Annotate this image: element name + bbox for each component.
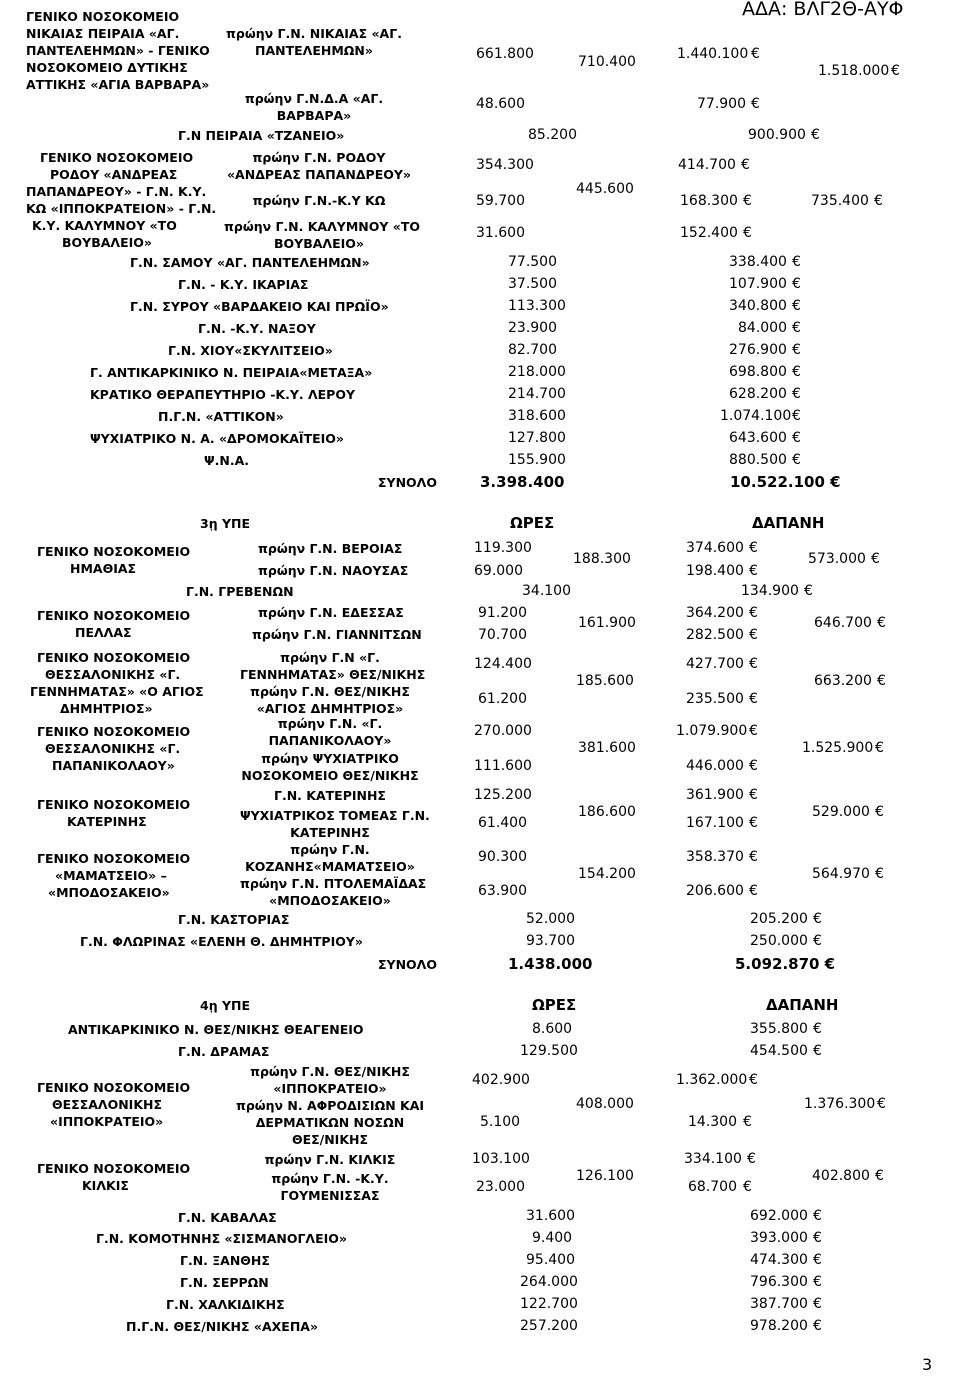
document-text: Π.Γ.Ν. «ΑΤΤΙΚΟΝ» — [158, 409, 284, 424]
document-text: ΠΕΛΛΑΣ — [75, 625, 132, 640]
document-text: 318.600 — [508, 408, 566, 424]
document-text: 454.500 — [750, 1043, 808, 1059]
document-text: 1.438.000 — [508, 955, 593, 973]
document-text: Γ.Ν. - Κ.Υ. ΙΚΑΡΙΑΣ — [178, 277, 309, 292]
document-text: 387.700 — [750, 1296, 808, 1312]
document-text: 276.900 — [729, 342, 787, 358]
document-text: € — [743, 225, 752, 241]
document-text: 85.200 — [528, 127, 577, 143]
document-text: € — [875, 866, 884, 882]
document-text: € — [875, 804, 884, 820]
document-text: πρώην Γ.Ν «Γ. — [280, 650, 380, 665]
document-text: 188.300 — [573, 551, 631, 567]
document-text: πρώην Γ.Ν. «Γ. — [277, 716, 383, 731]
document-text: 10.522.100 € — [730, 473, 841, 491]
document-text: 59.700 — [476, 193, 525, 209]
document-text: 354.300 — [476, 157, 534, 173]
document-text: Γ.Ν. ΣΑΜΟΥ «ΑΓ. ΠΑΝΤΕΛΕΗΜΩΝ» — [130, 255, 370, 270]
document-text: Γ.Ν. ΓΡΕΒΕΝΩΝ — [186, 584, 294, 599]
document-text: ΘΕΣ/ΝΙΚΗΣ — [291, 1132, 369, 1147]
document-text: € — [749, 787, 758, 803]
document-text: ΠΑΠΑΝΙΚΟΛΑΟΥ» — [268, 733, 392, 748]
document-text: πρώην Γ.Ν. ΠΤΟΛΕΜΑΪΔΑΣ — [240, 876, 427, 891]
document-text: πρώην Ν. ΑΦΡΟΔΙΣΙΩΝ ΚΑΙ — [235, 1098, 425, 1113]
document-text: Κ.Υ. ΚΑΛΥΜΝΟΥ «ΤΟ — [32, 218, 177, 233]
document-text: 250.000 — [750, 933, 808, 949]
document-text: 69.000 — [474, 563, 523, 579]
document-text: 185.600 — [576, 673, 634, 689]
document-text: ΝΙΚΑΙΑΣ ΠΕΙΡΑΙΑ «ΑΓ. — [26, 26, 180, 41]
document-text: ΓΕΝΙΚΟ ΝΟΣΟΚΟΜΕΙΟ — [40, 150, 194, 165]
document-text: Γ.Ν. ΧΙΟΥ«ΣΚΥΛΙΤΣΕΙΟ» — [168, 343, 333, 358]
document-text: 5.092.870 € — [735, 955, 836, 973]
document-text: «ΜΠΟΔΟΣΑΚΕΙΟ» — [48, 885, 170, 900]
document-text: € — [741, 157, 750, 173]
document-text: 8.600 — [532, 1021, 573, 1037]
document-text: ΒΑΡΒΑΡΑ» — [276, 108, 352, 123]
document-text: € — [749, 540, 758, 556]
document-text: 111.600 — [474, 758, 532, 774]
document-text: € — [747, 1151, 756, 1167]
document-text: € — [749, 758, 758, 774]
document-text: πρώην Γ.Ν. -Κ.Υ. — [271, 1171, 389, 1186]
document-text: 1.079.900 — [676, 723, 748, 739]
document-text: «ΙΠΠΟΚΡΑΤΕΙΟ» — [273, 1081, 387, 1096]
document-text: € — [792, 298, 801, 314]
document-text: Γ. ΑΝΤΙΚΑΡΚΙΝΙΚΟ Ν. ΠΕΙΡΑΙΑ«ΜΕΤΑΞΑ» — [90, 365, 373, 380]
document-text: ΓΕΝΙΚΟ ΝΟΣΟΚΟΜΕΙΟ — [37, 724, 191, 739]
document-text: 70.700 — [478, 627, 527, 643]
document-text: πρώην Γ.Ν. ΒΕΡΟΙΑΣ — [258, 541, 403, 556]
document-text: ΑΤΤΙΚΗΣ «ΑΓΙΑ ΒΑΡΒΑΡΑ» — [26, 77, 210, 92]
document-text: € — [792, 254, 801, 270]
document-text: 264.000 — [520, 1274, 578, 1290]
document-text: ΠΑΠΑΝΔΡΕΟΥ» - Γ.Ν. Κ.Υ. — [26, 184, 207, 199]
document-text: 152.400 — [680, 225, 738, 241]
document-text: πρώην Γ.Ν. ΘΕΣ/ΝΙΚΗΣ — [250, 1064, 410, 1079]
document-text: € — [792, 430, 801, 446]
document-text: 82.700 — [508, 342, 557, 358]
document-text: Π.Γ.Ν. ΘΕΣ/ΝΙΚΗΣ «ΑΧΕΠΑ» — [126, 1319, 319, 1334]
document-text: 880.500 — [729, 452, 787, 468]
document-text: ΓΕΝΙΚΟ ΝΟΣΟΚΟΜΕΙΟ — [37, 851, 191, 866]
document-text: 93.700 — [526, 933, 575, 949]
document-text: 646.700 — [814, 615, 872, 631]
document-text: ΚΟΖΑΝΗΣ«ΜΑΜΑΤΣΕΙΟ» — [245, 859, 415, 874]
document-text: € — [891, 63, 900, 79]
document-text: Γ.Ν. ΔΡΑΜΑΣ — [178, 1044, 270, 1059]
document-text: ΚΑΤΕΡΙΝΗΣ — [290, 825, 370, 840]
document-text: 900.900 — [748, 127, 806, 143]
document-text: € — [804, 583, 813, 599]
document-text: € — [751, 46, 760, 62]
document-text: € — [792, 386, 801, 402]
document-text: 113.300 — [508, 298, 566, 314]
document-text: 31.600 — [476, 225, 525, 241]
document-text: 61.200 — [478, 691, 527, 707]
document-text: πρώην Γ.Ν. ΝΑΟΥΣΑΣ — [258, 563, 409, 578]
document-text: Γ.Ν. ΚΟΜΟΤΗΝΗΣ «ΣΙΣΜΑΝΟΓΛΕΙΟ» — [96, 1231, 347, 1246]
document-text: Γ.Ν. ΚΑΣΤΟΡΙΑΣ — [178, 912, 290, 927]
document-text: € — [749, 723, 758, 739]
document-text: € — [813, 1021, 822, 1037]
document-text: πρώην Γ.Ν. ΓΙΑΝΝΙΤΣΩΝ — [252, 627, 422, 642]
document-text: € — [877, 673, 886, 689]
document-text: ΘΕΣΣΑΛΟΝΙΚΗΣ «Γ. — [45, 667, 181, 682]
document-text: 564.970 — [812, 866, 870, 882]
document-text: 1.440.100 — [677, 46, 749, 62]
document-text: 4ῃ ΥΠΕ — [200, 998, 250, 1013]
document-text: πρώην Γ.Ν. — [290, 842, 370, 857]
document-text: ΩΡΕΣ — [510, 514, 555, 532]
document-text: Γ.Ν. ΞΑΝΘΗΣ — [180, 1253, 270, 1268]
document-text: ΩΡΕΣ — [532, 996, 577, 1014]
document-text: 710.400 — [578, 54, 636, 70]
document-text: € — [792, 320, 801, 336]
document-text: Γ.Ν. ΦΛΩΡΙΝΑΣ «ΕΛΕΝΗ Θ. ΔΗΜΗΤΡΙΟΥ» — [80, 934, 363, 949]
document-text: ΑΝΤΙΚΑΡΚΙΝΙΚΟ Ν. ΘΕΣ/ΝΙΚΗΣ ΘΕΑΓΕΝΕΙΟ — [68, 1022, 364, 1037]
document-text: 529.000 — [812, 804, 870, 820]
document-text: «ΜΑΜΑΤΣΕΙΟ» – — [55, 868, 167, 883]
document-text: «ΜΠΟΔΟΣΑΚΕΙΟ» — [269, 893, 391, 908]
document-text: 978.200 — [750, 1318, 808, 1334]
document-text: πρώην Γ.Ν. ΡΟΔΟΥ — [252, 150, 386, 165]
document-text: ΓΕΝΙΚΟ ΝΟΣΟΚΟΜΕΙΟ — [37, 544, 191, 559]
document-text: πρώην Γ.Ν.Δ.Α «ΑΓ. — [244, 91, 384, 106]
document-text: 124.400 — [474, 656, 532, 672]
document-text: ΓΕΝΙΚΟ ΝΟΣΟΚΟΜΕΙΟ — [37, 650, 191, 665]
document-text: 661.800 — [476, 46, 534, 62]
document-text: € — [813, 933, 822, 949]
document-text: 1.518.000 — [818, 63, 890, 79]
document-text: € — [792, 364, 801, 380]
document-text: € — [749, 605, 758, 621]
document-text: ΓΕΝΙΚΟ ΝΟΣΟΚΟΜΕΙΟ — [37, 1161, 191, 1176]
document-text: 206.600 — [686, 883, 744, 899]
document-text: 282.500 — [686, 627, 744, 643]
document-text: ΔΑΠΑΝΗ — [752, 514, 825, 532]
document-text: 340.800 — [729, 298, 787, 314]
document-text: ΠΑΝΤΕΛΕΗΜΩΝ» - ΓΕΝΙΚΟ — [26, 43, 210, 58]
document-text: 1.376.300 — [804, 1096, 876, 1112]
document-text: 84.000 — [738, 320, 787, 336]
document-text: «ΑΓΙΟΣ ΔΗΜΗΤΡΙΟΣ» — [256, 701, 404, 716]
document-text: 338.400 — [729, 254, 787, 270]
document-text: 119.300 — [474, 540, 532, 556]
document-text: 63.900 — [478, 883, 527, 899]
document-text: 48.600 — [476, 96, 525, 112]
document-text: 129.500 — [520, 1043, 578, 1059]
document-text: ΠΑΝΤΕΛΕΗΜΩΝ» — [255, 43, 373, 58]
document-text: 643.600 — [729, 430, 787, 446]
document-text: € — [811, 127, 820, 143]
document-text: 14.300 — [688, 1114, 737, 1130]
document-text: ΓΕΝΙΚΟ ΝΟΣΟΚΟΜΕΙΟ — [37, 608, 191, 623]
document-text: «ΑΝΔΡΕΑΣ ΠΑΠΑΝΔΡΕΟΥ» — [226, 167, 411, 182]
document-text: 573.000 — [808, 551, 866, 567]
document-text: 52.000 — [526, 911, 575, 927]
document-text: 205.200 — [750, 911, 808, 927]
document-text: € — [749, 849, 758, 865]
document-text: € — [749, 627, 758, 643]
document-text: πρώην Γ.Ν. ΕΔΕΣΣΑΣ — [258, 605, 404, 620]
document-text: € — [813, 1296, 822, 1312]
document-text: ΘΕΣΣΑΛΟΝΙΚΗΣ — [52, 1097, 163, 1112]
document-text: 1.525.900 — [802, 740, 874, 756]
document-text: ΔΗΜΗΤΡΙΟΣ» — [60, 701, 153, 716]
document-text: ΗΜΑΘΙΑΣ — [70, 561, 137, 576]
document-text: 134.900 — [741, 583, 799, 599]
document-text: € — [792, 342, 801, 358]
document-text: πρώην Γ.Ν. ΘΕΣ/ΝΙΚΗΣ — [250, 684, 410, 699]
document-text: 408.000 — [576, 1096, 634, 1112]
document-text: ΓΕΝΝΗΜΑΤΑΣ» ΘΕΣ/ΝΙΚΗΣ — [240, 667, 426, 682]
document-text: ΓΕΝΙΚΟ ΝΟΣΟΚΟΜΕΙΟ — [26, 9, 180, 24]
document-text: 167.100 — [686, 815, 744, 831]
document-text: Γ.Ν ΠΕΙΡΑΙΑ «ΤΖΑΝΕΙΟ» — [178, 128, 345, 143]
document-text: ΒΟΥΒΑΛΕΙΟ» — [274, 236, 364, 251]
document-text: ΣΥΝΟΛΟ — [378, 957, 437, 972]
document-text: € — [749, 691, 758, 707]
document-text: € — [813, 1252, 822, 1268]
document-text: 126.100 — [576, 1168, 634, 1184]
page-number: 3 — [922, 1355, 933, 1374]
document-text: € — [813, 911, 822, 927]
document-text: 361.900 — [686, 787, 744, 803]
document-text: Γ.Ν. ΣΥΡΟΥ «ΒΑΡΔΑΚΕΙΟ ΚΑΙ ΠΡΩΪΟ» — [130, 299, 389, 314]
document-text: 402.900 — [472, 1072, 530, 1088]
document-text: 23.900 — [508, 320, 557, 336]
document-text: Γ.Ν. ΚΑΒΑΛΑΣ — [178, 1210, 277, 1225]
document-text: πρώην Γ.Ν. ΝΙΚΑΙΑΣ «ΑΓ. — [226, 26, 402, 41]
document-text: 698.800 — [729, 364, 787, 380]
document-text: Ψ.Ν.Α. — [204, 453, 250, 468]
document-text: 218.000 — [508, 364, 566, 380]
document-text: 334.100 — [684, 1151, 742, 1167]
document-text: 1.362.000 — [676, 1072, 748, 1088]
document-text: Γ.Ν. ΚΑΤΕΡΙΝΗΣ — [274, 788, 386, 803]
document-text: 9.400 — [532, 1230, 573, 1246]
document-text: € — [743, 1114, 752, 1130]
document-text: πρώην Γ.Ν. ΚΙΛΚΙΣ — [264, 1152, 396, 1167]
document-text: 154.200 — [578, 866, 636, 882]
document-text: 1.074.100 — [720, 408, 792, 424]
document-text: 95.400 — [526, 1252, 575, 1268]
document-text: «ΙΠΠΟΚΡΑΤΕΙΟ» — [50, 1114, 164, 1129]
document-text: 796.300 — [750, 1274, 808, 1290]
document-text: 125.200 — [474, 787, 532, 803]
document-text: € — [877, 615, 886, 631]
document-text: 214.700 — [508, 386, 566, 402]
document-text: 257.200 — [520, 1318, 578, 1334]
document-text: 355.800 — [750, 1021, 808, 1037]
document-text: € — [813, 1318, 822, 1334]
document-text: € — [749, 1072, 758, 1088]
document-text: 446.000 — [686, 758, 744, 774]
document-text: 393.000 — [750, 1230, 808, 1246]
document-text: ΒΟΥΒΑΛΕΙΟ» — [62, 235, 152, 250]
document-text: ΨΥΧΙΑΤΡΙΚΟΣ ΤΟΜΕΑΣ Γ.Ν. — [240, 808, 430, 823]
document-text: 77.500 — [508, 254, 557, 270]
document-text: ΚΑΤΕΡΙΝΗΣ — [67, 814, 147, 829]
document-text: Γ.Ν. ΧΑΛΚΙΔΙΚΗΣ — [166, 1297, 285, 1312]
document-text: 235.500 — [686, 691, 744, 707]
document-text: ΨΥΧΙΑΤΡΙΚΟ Ν. Α. «ΔΡΟΜΟΚΑΪΤΕΙΟ» — [90, 431, 345, 446]
document-text: ΓΟΥΜΕΝΙΣΣΑΣ — [280, 1188, 380, 1203]
document-text: Γ.Ν. ΣΕΡΡΩΝ — [180, 1275, 269, 1290]
document-text: 90.300 — [478, 849, 527, 865]
document-text: 155.900 — [508, 452, 566, 468]
document-text: 31.600 — [526, 1208, 575, 1224]
document-text: ΝΟΣΟΚΟΜΕΙΟ ΔΥΤΙΚΗΣ — [26, 60, 188, 75]
document-text: € — [871, 551, 880, 567]
document-text: 61.400 — [478, 815, 527, 831]
document-text: 34.100 — [522, 583, 571, 599]
document-text: 77.900 — [697, 96, 746, 112]
document-text: € — [875, 740, 884, 756]
document-text: 3.398.400 — [480, 473, 565, 491]
document-text: πρώην Γ.Ν.-Κ.Υ ΚΩ — [252, 193, 386, 208]
document-text: ΚΡΑΤΙΚΟ ΘΕΡΑΠΕΥΤΗΡΙΟ -Κ.Υ. ΛΕΡΟΥ — [90, 387, 356, 402]
document-text: € — [792, 452, 801, 468]
document-text: € — [749, 656, 758, 672]
document-text: ΠΑΠΑΝΙΚΟΛΑΟΥ» — [52, 758, 175, 773]
document-text: € — [749, 815, 758, 831]
document-text: 628.200 — [729, 386, 787, 402]
document-text: 381.600 — [578, 740, 636, 756]
document-text: € — [751, 96, 760, 112]
document-text: 37.500 — [508, 276, 557, 292]
document-text: 358.370 — [686, 849, 744, 865]
document-text: ΘΕΣΣΑΛΟΝΙΚΗΣ «Γ. — [45, 741, 181, 756]
document-text: 427.700 — [686, 656, 744, 672]
document-text: πρώην ΨΥΧΙΑΤΡΙΚΟ — [261, 751, 399, 766]
document-text: 474.300 — [750, 1252, 808, 1268]
document-text: € — [813, 1230, 822, 1246]
document-text: 186.600 — [578, 804, 636, 820]
document-text: € — [749, 883, 758, 899]
document-text: 692.000 — [750, 1208, 808, 1224]
ada-header: ΑΔΑ: ΒΛΓ2Θ-ΑΥΦ — [742, 0, 904, 20]
document-text: € — [813, 1208, 822, 1224]
document-text: € — [749, 563, 758, 579]
document-text: 374.600 — [686, 540, 744, 556]
document-text: 161.900 — [578, 615, 636, 631]
document-text: 91.200 — [478, 605, 527, 621]
document-text: ΔΑΠΑΝΗ — [766, 996, 839, 1014]
document-text: € — [877, 1096, 886, 1112]
document-text: 68.700 — [688, 1179, 737, 1195]
document-text: 414.700 — [678, 157, 736, 173]
document-text: € — [743, 1179, 752, 1195]
document-text: 198.400 — [686, 563, 744, 579]
document-text: 735.400 — [811, 193, 869, 209]
document-text: ΓΕΝΙΚΟ ΝΟΣΟΚΟΜΕΙΟ — [37, 1080, 191, 1095]
document-text: 5.100 — [480, 1114, 521, 1130]
document-text: ΚΙΛΚΙΣ — [82, 1178, 129, 1193]
document-text: 364.200 — [686, 605, 744, 621]
document-text: € — [792, 408, 801, 424]
document-text: € — [743, 193, 752, 209]
document-text: ΓΕΝΙΚΟ ΝΟΣΟΚΟΜΕΙΟ — [37, 797, 191, 812]
document-text: 23.000 — [476, 1179, 525, 1195]
document-text: 168.300 — [680, 193, 738, 209]
document-text: 445.600 — [576, 181, 634, 197]
document-text: ΔΕΡΜΑΤΙΚΩΝ ΝΟΣΩΝ — [255, 1115, 405, 1130]
document-text: 103.100 — [472, 1151, 530, 1167]
document-text: 3ῃ ΥΠΕ — [200, 516, 250, 531]
document-text: € — [813, 1043, 822, 1059]
document-text: 402.800 — [812, 1168, 870, 1184]
document-text: ΝΟΣΟΚΟΜΕΙΟ ΘΕΣ/ΝΙΚΗΣ — [241, 768, 419, 783]
document-text: 122.700 — [520, 1296, 578, 1312]
document-text: ΡΟΔΟΥ «ΑΝΔΡΕΑΣ — [50, 167, 178, 182]
document-text: 663.200 — [814, 673, 872, 689]
document-text: 127.800 — [508, 430, 566, 446]
document-text: € — [792, 276, 801, 292]
document-text: € — [875, 1168, 884, 1184]
document-text: € — [813, 1274, 822, 1290]
document-text: 107.900 — [729, 276, 787, 292]
document-text: πρώην Γ.Ν. ΚΑΛΥΜΝΟΥ «ΤΟ — [224, 219, 420, 234]
document-text: ΓΕΝΝΗΜΑΤΑΣ» «Ο ΑΓΙΟΣ — [30, 684, 204, 699]
document-text: € — [874, 193, 883, 209]
document-text: 270.000 — [474, 723, 532, 739]
document-text: ΣΥΝΟΛΟ — [378, 475, 437, 490]
document-text: Γ.Ν. -Κ.Υ. ΝΑΞΟΥ — [198, 321, 316, 336]
document-text: ΚΩ «ΙΠΠΟΚΡΑΤΕΙΟΝ» - Γ.Ν. — [26, 201, 217, 216]
